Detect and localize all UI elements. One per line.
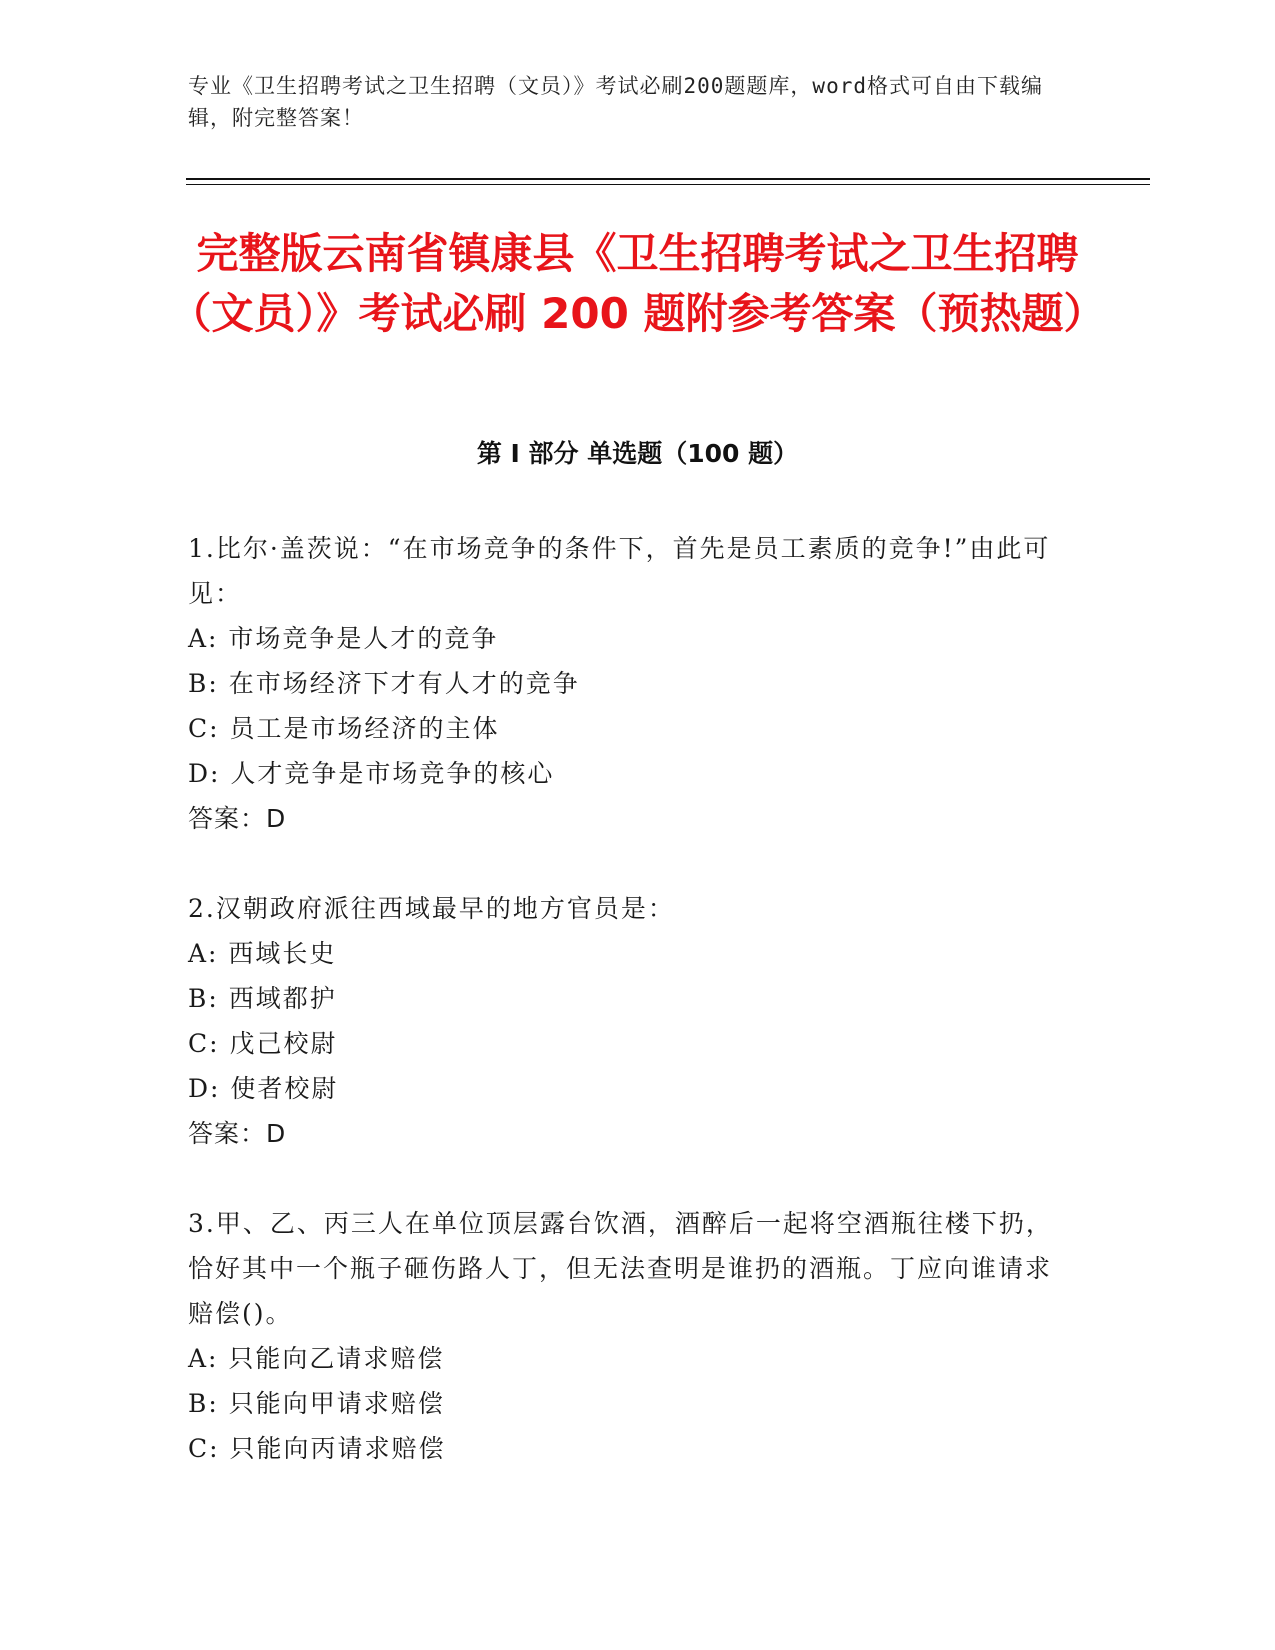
answer: 答案：D [188,1119,287,1148]
option-c: C: 戊己校尉 [188,1029,338,1058]
option-a: A: 西域长史 [188,939,337,968]
option-d: D: 使者校尉 [188,1074,339,1103]
header-divider-thick [186,178,1150,180]
question-stem: 3.甲、乙、丙三人在单位顶层露台饮酒，酒醉后一起将空酒瓶往楼下扔，恰好其中一个瓶子砸伤路人丁，但无法查明是谁扔的酒瓶。丁应向谁请求赔偿()。 [188,1209,1053,1328]
option-d: D: 人才竞争是市场竞争的核心 [188,759,555,788]
option-list [188,1336,1068,1471]
question-list [188,526,1068,1516]
question-stem: 2.汉朝政府派往西域最早的地方官员是： [188,894,675,923]
header-note: 专业《卫生招聘考试之卫生招聘（文员）》考试必刷200题题库，word格式可自由下载编辑，附完整答案！ [188,74,1043,130]
question-2 [188,886,1068,1156]
option-list [188,931,1068,1111]
option-b: B: 在市场经济下才有人才的竞争 [188,669,580,698]
option-b: B: 只能向甲请求赔偿 [188,1389,445,1418]
option-list [188,616,1068,796]
question-stem: 1.比尔·盖茨说：“在市场竞争的条件下，首先是员工素质的竞争!”由此可见： [188,534,1051,608]
header-divider-thin [186,184,1150,185]
option-c: C: 只能向丙请求赔偿 [188,1434,446,1463]
section-title: 第 I 部分 单选题（100 题） [476,439,799,468]
question-1 [188,526,1068,841]
option-c: C: 员工是市场经济的主体 [188,714,500,743]
document-title: 完整版云南省镇康县《卫生招聘考试之卫生招聘（文员）》考试必刷 200 题附参考答案（预热题） [169,229,1106,338]
option-b: B: 西域都护 [188,984,337,1013]
question-3 [188,1201,1068,1471]
option-a: A: 只能向乙请求赔偿 [188,1344,445,1373]
option-a: A: 市场竞争是人才的竞争 [188,624,499,653]
answer: 答案：D [188,804,287,833]
